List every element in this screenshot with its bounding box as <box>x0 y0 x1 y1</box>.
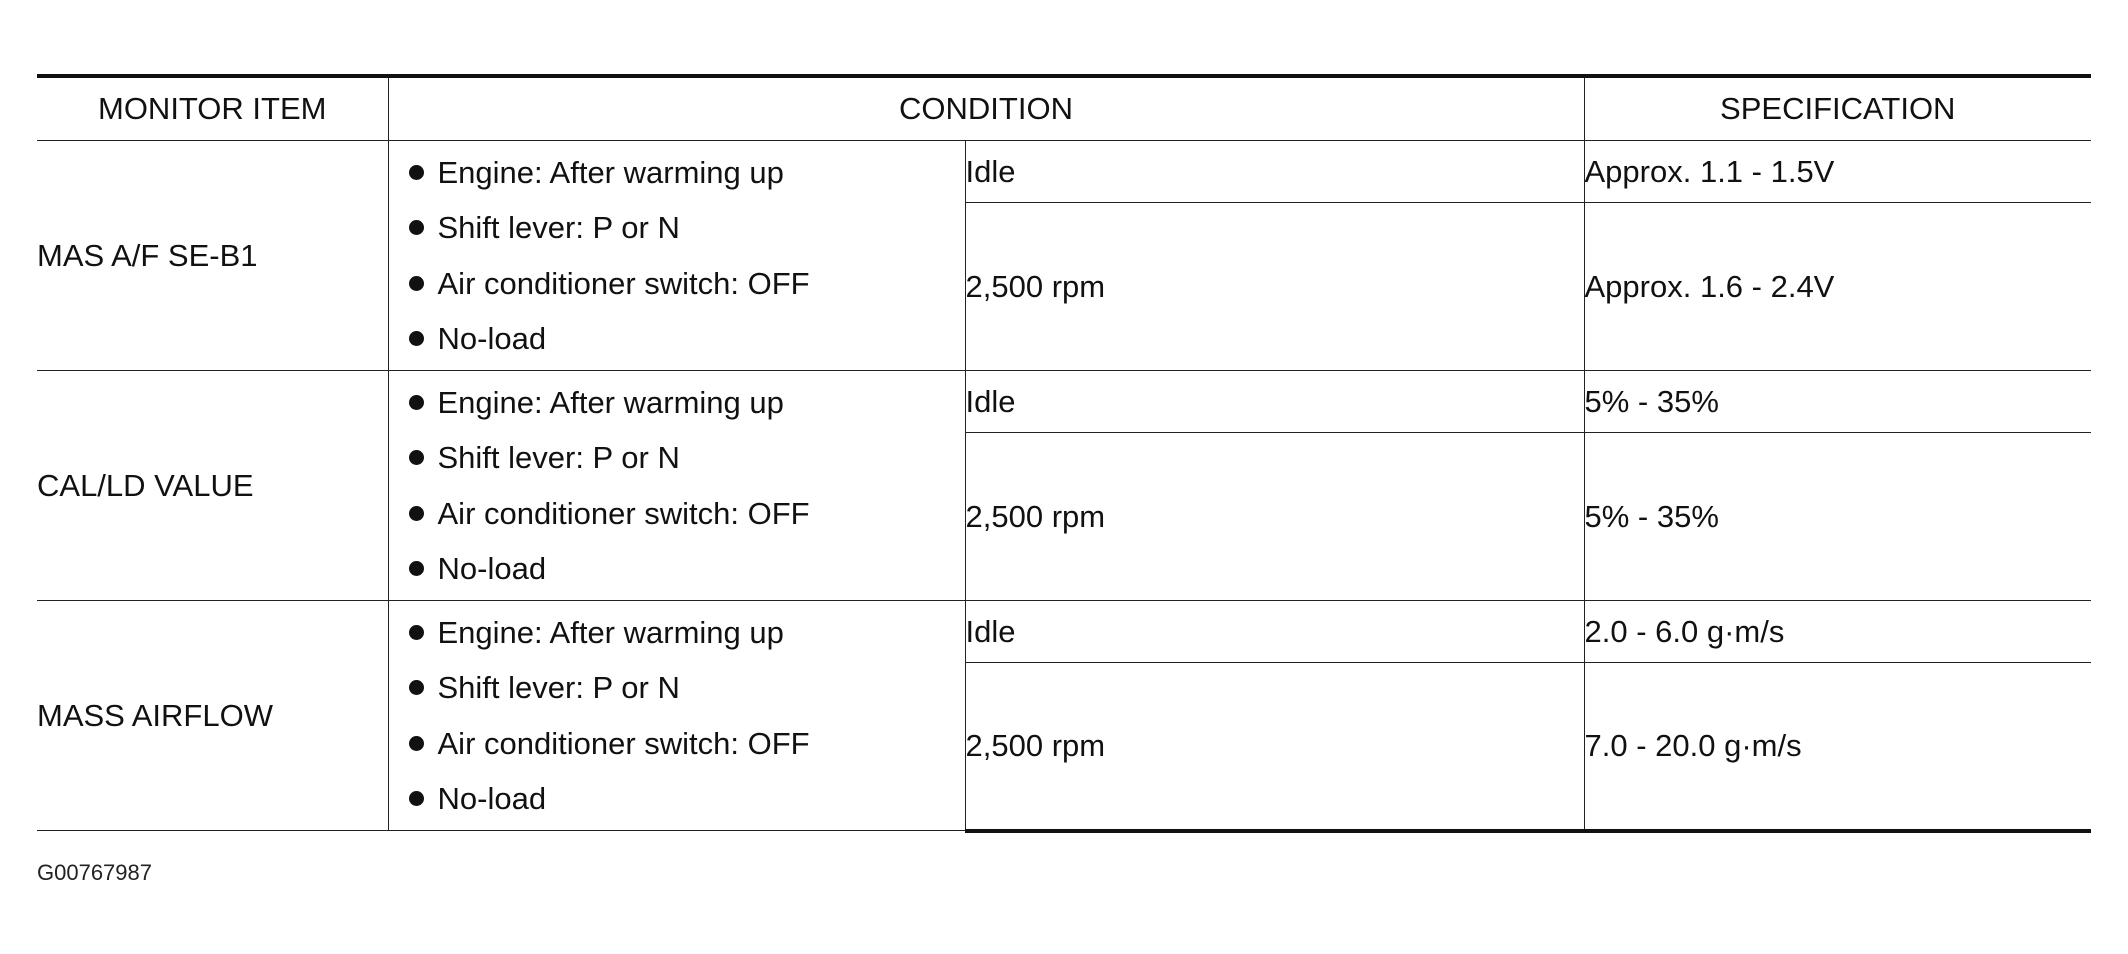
specification-cell: 5% - 35% <box>1584 433 2091 601</box>
header-specification: SPECIFICATION <box>1584 76 2091 141</box>
table-row <box>37 141 2091 203</box>
engine-state-cell: Idle <box>965 601 1584 663</box>
condition-item: No-load <box>409 541 965 597</box>
monitor-item-cell: MAS A/F SE-B1 <box>37 141 388 371</box>
condition-item: Shift lever: P or N <box>409 660 965 716</box>
engine-state-cell: 2,500 rpm <box>965 433 1584 601</box>
condition-list <box>389 375 965 597</box>
bullet-icon <box>409 791 424 806</box>
condition-list <box>389 145 965 367</box>
bullet-icon <box>409 331 424 346</box>
condition-item: Air conditioner switch: OFF <box>409 486 965 542</box>
header-condition: CONDITION <box>388 76 1584 141</box>
condition-item: Air conditioner switch: OFF <box>409 256 965 312</box>
condition-item: Air conditioner switch: OFF <box>409 716 965 772</box>
condition-item: Engine: After warming up <box>409 605 965 661</box>
condition-list-cell <box>388 141 965 371</box>
monitor-item-cell: CAL/LD VALUE <box>37 371 388 601</box>
table-row <box>37 601 2091 663</box>
specification-cell: Approx. 1.1 - 1.5V <box>1584 141 2091 203</box>
bullet-icon <box>409 506 424 521</box>
bullet-icon <box>409 276 424 291</box>
condition-item: No-load <box>409 771 965 827</box>
specification-table <box>37 74 2091 833</box>
condition-list <box>389 605 965 827</box>
figure-id: G00767987 <box>37 860 152 885</box>
bullet-icon <box>409 625 424 640</box>
condition-item: Shift lever: P or N <box>409 430 965 486</box>
condition-item: Engine: After warming up <box>409 375 965 431</box>
bullet-icon <box>409 165 424 180</box>
engine-state-cell: 2,500 rpm <box>965 663 1584 831</box>
bullet-icon <box>409 220 424 235</box>
specification-cell: 2.0 - 6.0 g·m/s <box>1584 601 2091 663</box>
engine-state-cell: Idle <box>965 371 1584 433</box>
header-row <box>37 76 2091 141</box>
bullet-icon <box>409 680 424 695</box>
condition-item: Shift lever: P or N <box>409 200 965 256</box>
bullet-icon <box>409 561 424 576</box>
specification-cell: Approx. 1.6 - 2.4V <box>1584 203 2091 371</box>
condition-item: Engine: After warming up <box>409 145 965 201</box>
engine-state-cell: Idle <box>965 141 1584 203</box>
header-monitor-item: MONITOR ITEM <box>37 76 388 141</box>
monitor-item-cell: MASS AIRFLOW <box>37 601 388 831</box>
bullet-icon <box>409 450 424 465</box>
condition-list-cell <box>388 601 965 831</box>
engine-state-cell: 2,500 rpm <box>965 203 1584 371</box>
condition-list-cell <box>388 371 965 601</box>
bullet-icon <box>409 736 424 751</box>
condition-item: No-load <box>409 311 965 367</box>
specification-cell: 5% - 35% <box>1584 371 2091 433</box>
table-row <box>37 371 2091 433</box>
bullet-icon <box>409 395 424 410</box>
specification-cell: 7.0 - 20.0 g·m/s <box>1584 663 2091 831</box>
